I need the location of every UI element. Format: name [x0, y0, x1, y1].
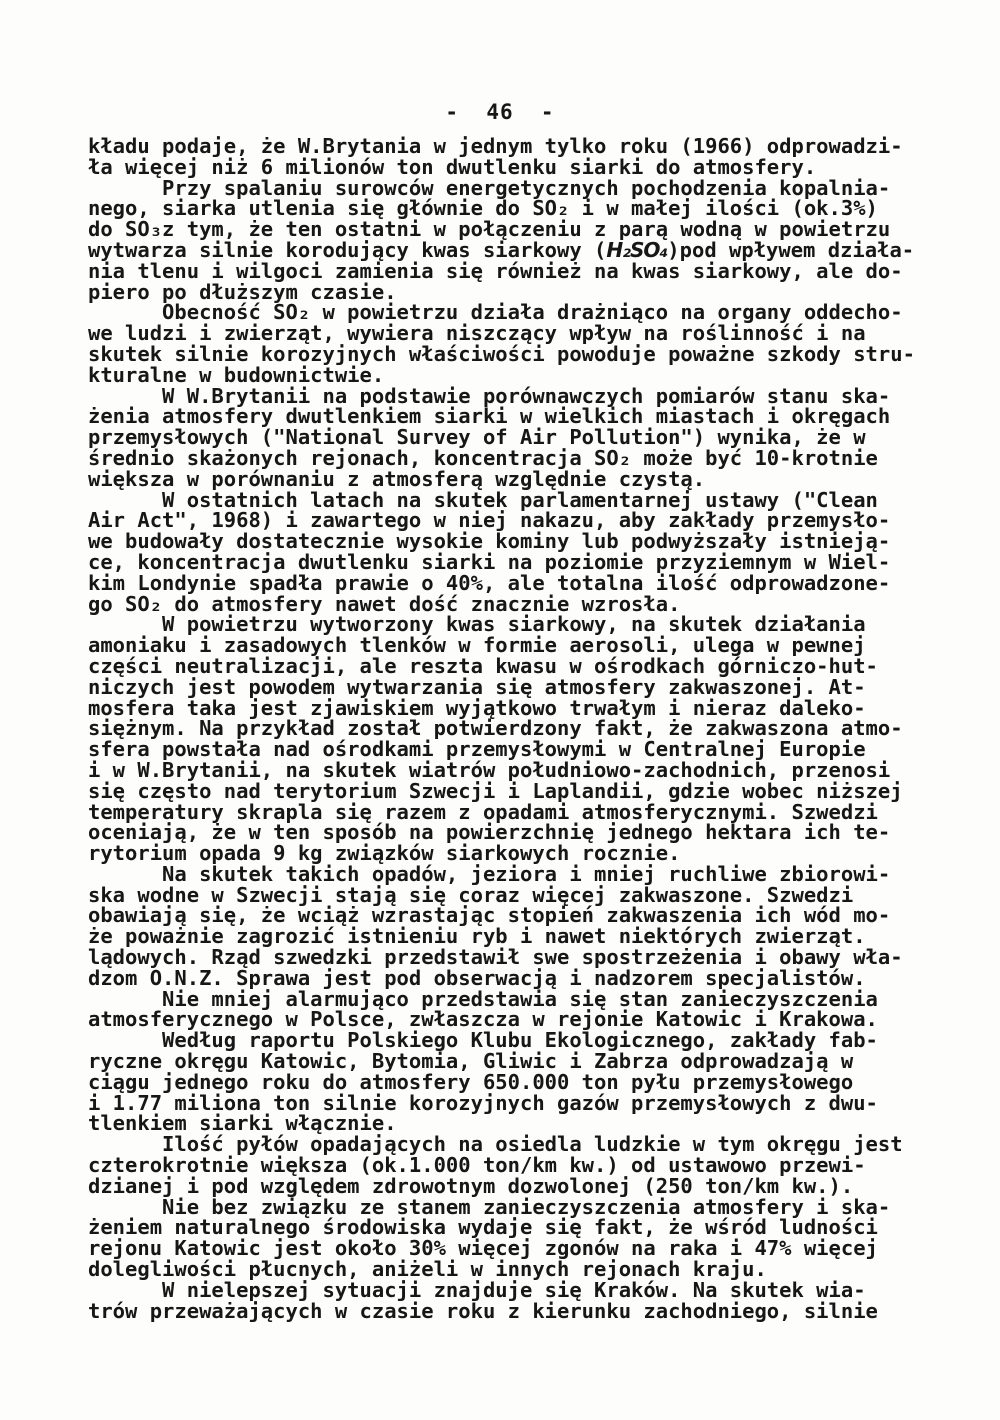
- text-line: Na skutek takich opadów, jeziora i mniej ruchliwe zbiorowi-: [88, 861, 891, 886]
- text-line: części neutralizacji, ale reszta kwasu w ośrodkach górniczo-hut-: [88, 653, 878, 678]
- text-line: czterokrotnie większa (ok.1.000 ton/km kw.) od ustawowo przewi-: [88, 1153, 866, 1178]
- text-line: kładu podaje, że W.Brytania w jednym tylko roku (1966) odprowadzi-: [88, 134, 903, 158]
- text-line: Przy spalaniu surowców energetycznych pochodzenia kopalnia-: [88, 175, 891, 200]
- document-text: [88, 136, 948, 1321]
- page-number: - 46 -: [445, 100, 555, 124]
- text-line: go SO₂ do atmosfery nawet dość znacznie wzrosła.: [88, 591, 681, 616]
- text-line: nia tlenu i wilgoci zamienia się również na kwas siarkowy, ale do-: [88, 258, 903, 283]
- text-line: piero po dłuższym czasie.: [88, 279, 397, 304]
- text-line: skutek silnie korozyjnych właściwości powoduje poważne szkody stru-: [88, 341, 915, 366]
- text-line: i 1.77 miliona ton silnie korozyjnych gazów przemysłowych z dwu-: [88, 1090, 878, 1115]
- text-line: dolegliwości płucnych, aniżeli w innych rejonach kraju.: [88, 1257, 767, 1282]
- text-line: ryczne okręgu Katowic, Bytomia, Gliwic i Zabrza odprowadzają w: [88, 1049, 854, 1074]
- text-line: tlenkiem siarki włącznie.: [88, 1111, 397, 1136]
- text-line: ła więcej niż 6 milionów ton dwutlenku siarki do atmosfery.: [88, 154, 817, 179]
- text-line: nego, siarka utlenia się głównie do SO₂ i w małej ilości (ok.3%): [88, 196, 878, 221]
- text-line: trów przeważających w czasie roku z kierunku zachodniego, silnie: [88, 1298, 878, 1323]
- handwritten-formula: H₂SO₄: [606, 237, 668, 262]
- text-line: że poważnie zagrozić istnieniu ryb i nawet niektórych zwierząt.: [88, 924, 866, 949]
- text-line: Air Act", 1968) i zawartego w niej nakazu, aby zakłady przemysło-: [88, 508, 891, 533]
- text-line: ciągu jednego roku do atmosfery 650.000 ton pyłu przemysłowego: [88, 1069, 854, 1094]
- text-line: obawiają się, że wciąż wzrastając stopień zakwaszenia ich wód mo-: [88, 903, 891, 928]
- text-line: Ilość pyłów opadających na osiedla ludzkie w tym okręgu jest: [88, 1132, 903, 1157]
- text-line: rytorium opada 9 kg związków siarkowych rocznie.: [88, 841, 681, 866]
- text-line: ce, koncentracja dwutlenku siarki na poziomie przyziemnym w Wiel-: [88, 549, 891, 574]
- text-line: atmosferycznego w Polsce, zwłaszcza w rejonie Katowic i Krakowa.: [88, 1007, 878, 1032]
- text-line: amoniaku i zasadowych tlenków w formie aerosoli, ulega w pewnej: [88, 633, 866, 658]
- text-line: W ostatnich latach na skutek parlamentarnej ustawy ("Clean: [88, 487, 878, 512]
- text-line: lądowych. Rząd szwedzki przedstawił swe spostrzeżenia i obawy wła-: [88, 945, 903, 970]
- text-line: wytwarza silnie korodujący kwas siarkowy (H₂SO₄)pod wpływem działa-: [88, 237, 915, 262]
- text-line: Obecność SO₂ w powietrzu działa drażniąco na organy oddecho-: [88, 300, 903, 325]
- text-line: dzom O.N.Z. Sprawa jest pod obserwacją i nadzorem specjalistów.: [88, 965, 866, 990]
- text-line: do SO₃z tym, że ten ostatni w połączeniu z parą wodną w powietrzu: [88, 217, 891, 242]
- text-line: temperatury skrapla się razem z opadami atmosferycznymi. Szwedzi: [88, 799, 878, 824]
- text-line: W powietrzu wytworzony kwas siarkowy, na skutek działania: [88, 612, 866, 637]
- text-line: ska wodne w Szwecji stają się coraz więcej zakwaszone. Szwedzi: [88, 882, 854, 907]
- text-line: dzianej i pod względem zdrowotnym dozwolonej (250 ton/km kw.).: [88, 1173, 854, 1198]
- text-line: siężnym. Na przykład został potwierdzony fakt, że zakwaszona atmo-: [88, 716, 903, 741]
- text-line: żenia atmosfery dwutlenkiem siarki w wielkich miastach i okręgach: [88, 404, 891, 429]
- text-line: oceniają, że w ten sposób na powierzchnię jednego hektara ich te-: [88, 820, 891, 845]
- text-line: się często nad terytorium Szwecji i Laplandii, gdzie wobec niższej: [88, 778, 903, 803]
- text-line: i w W.Brytanii, na skutek wiatrów południowo-zachodnich, przenosi: [88, 757, 891, 782]
- text-line: we ludzi i zwierząt, wywiera niszczący wpływ na roślinność i na: [88, 321, 866, 346]
- text-line: rejonu Katowic jest około 30% więcej zgonów na raka i 47% więcej: [88, 1236, 878, 1261]
- text-line: sfera powstała nad ośrodkami przemysłowymi w Centralnej Europie: [88, 737, 866, 762]
- text-line: żeniem naturalnego środowiska wydaje się fakt, że wśród ludności: [88, 1215, 878, 1240]
- text-line: niczych jest powodem wytwarzania się atmosfery zakwaszonej. At-: [88, 674, 866, 699]
- text-line: średnio skażonych rejonach, koncentracja SO₂ może być 10-krotnie: [88, 445, 878, 470]
- text-line: przemysłowych ("National Survey of Air Pollution") wynika, że w: [88, 425, 866, 450]
- text-line: Według raportu Polskiego Klubu Ekologicznego, zakłady fab-: [88, 1028, 878, 1053]
- text-line: we budowały dostatecznie wysokie kominy lub podwyższały istnieją-: [88, 529, 891, 554]
- text-line: kturalne w budownictwie.: [88, 362, 385, 387]
- text-line: Nie bez związku ze stanem zanieczyszczenia atmosfery i ska-: [88, 1194, 891, 1219]
- text-line: W W.Brytanii na podstawie porównawczych pomiarów stanu ska-: [88, 383, 891, 408]
- text-line: większa w porównaniu z atmosferą względnie czystą.: [88, 466, 706, 491]
- text-line: mosfera taka jest zjawiskiem wyjątkowo trwałym i nieraz daleko-: [88, 695, 866, 720]
- text-line: W nielepszej sytuacji znajduje się Kraków. Na skutek wia-: [88, 1277, 866, 1302]
- text-line: Nie mniej alarmująco przedstawia się stan zanieczyszczenia: [88, 986, 878, 1011]
- text-line: kim Londynie spadła prawie o 40%, ale totalna ilość odprowadzone-: [88, 570, 891, 595]
